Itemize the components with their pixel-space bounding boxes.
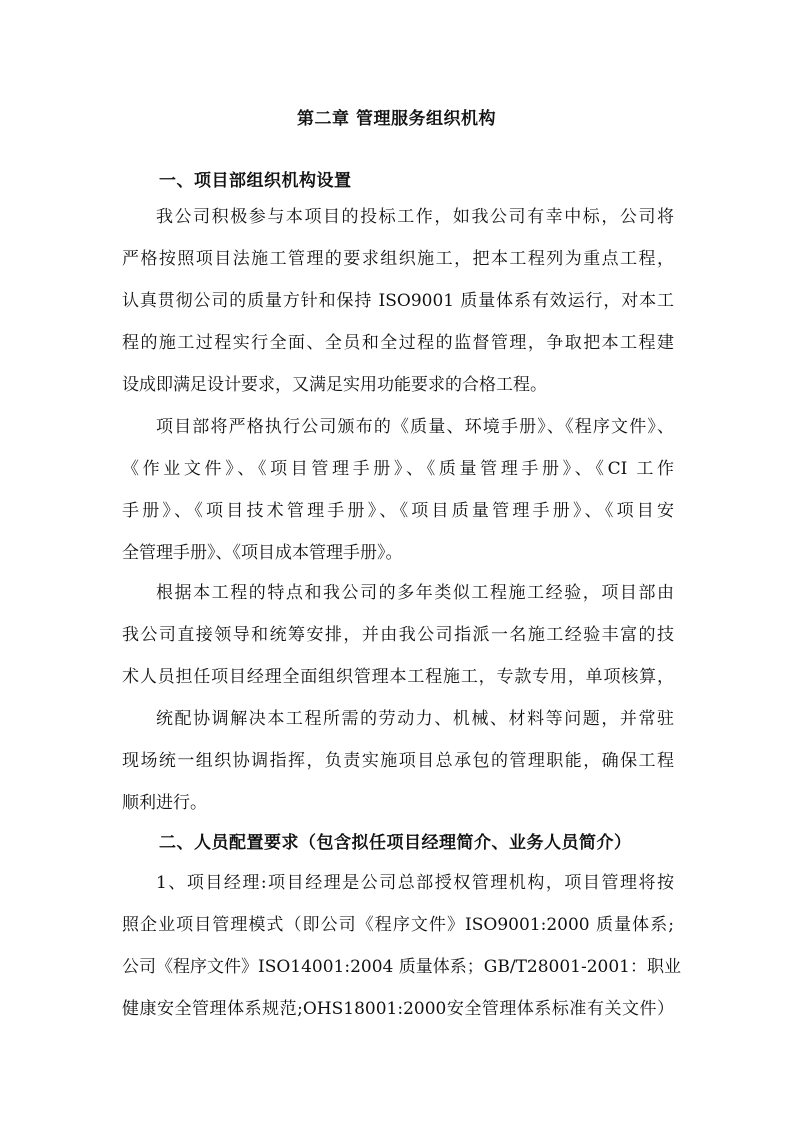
paragraph-line: 术人员担任项目经理全面组织管理本工程施工，专款专用，单项核算， [122,667,674,687]
paragraph-line: 照企业项目管理模式（即公司《程序文件》ISO9001:2000 质量体系; [122,915,674,935]
section-heading-2: 二、人员配置要求（包含拟任项目经理简介、业务人员简介） [159,833,632,853]
paragraph-line: 我公司直接领导和统筹安排，并由我公司指派一名施工经验丰富的技 [122,625,674,645]
paragraph-5 [122,862,681,1030]
paragraph-line: 项目部将严格执行公司颁布的《质量、环境手册》、《程序文件》、 [156,417,674,437]
paragraph-line: 1、项目经理:项目经理是公司总部授权管理机构，项目管理将按 [156,873,674,893]
paragraph-3 [122,572,674,698]
paragraph-line: 根据本工程的特点和我公司的多年类似工程施工经验，项目部由 [156,583,674,603]
paragraph-line: 健康安全管理体系规范;OHS18001:2000安全管理体系标准有关文件） [122,999,674,1019]
paragraph-1 [122,196,674,406]
paragraph-line: 《作业文件》、《项目管理手册》、《质量管理手册》、《CI 工作 [122,459,674,479]
paragraph-line: 我公司积极参与本项目的投标工作，如我公司有幸中标，公司将 [156,207,674,227]
paragraph-line: 手册》、《项目技术管理手册》、《项目质量管理手册》、《项目安 [122,501,674,521]
section-heading-1: 一、项目部组织机构设置 [159,171,352,191]
paragraph-2 [122,406,674,574]
paragraph-line: 程的施工过程实行全面、全员和全过程的监督管理，争取把本工程建 [122,333,674,353]
paragraph-line: 顺利进行。 [122,793,207,813]
paragraph-line: 设成即满足设计要求，又满足实用功能要求的合格工程。 [122,375,547,395]
paragraph-4 [122,698,674,824]
paragraph-line: 严格按照项目法施工管理的要求组织施工，把本工程列为重点工程， [122,249,674,269]
paragraph-line: 公司《程序文件》ISO14001:2004 质量体系；GB/T28001-2001：职业 [122,957,681,977]
chapter-title: 第二章 管理服务组织机构 [297,109,496,129]
paragraph-line: 全管理手册》、《项目成本管理手册》。 [122,543,403,563]
paragraph-line: 认真贯彻公司的质量方针和保持 ISO9001 质量体系有效运行，对本工 [122,291,674,311]
paragraph-line: 现场统一组织协调指挥，负责实施项目总承包的管理职能，确保工程 [122,751,674,771]
paragraph-line: 统配协调解决本工程所需的劳动力、机械、材料等问题，并常驻 [156,709,674,729]
